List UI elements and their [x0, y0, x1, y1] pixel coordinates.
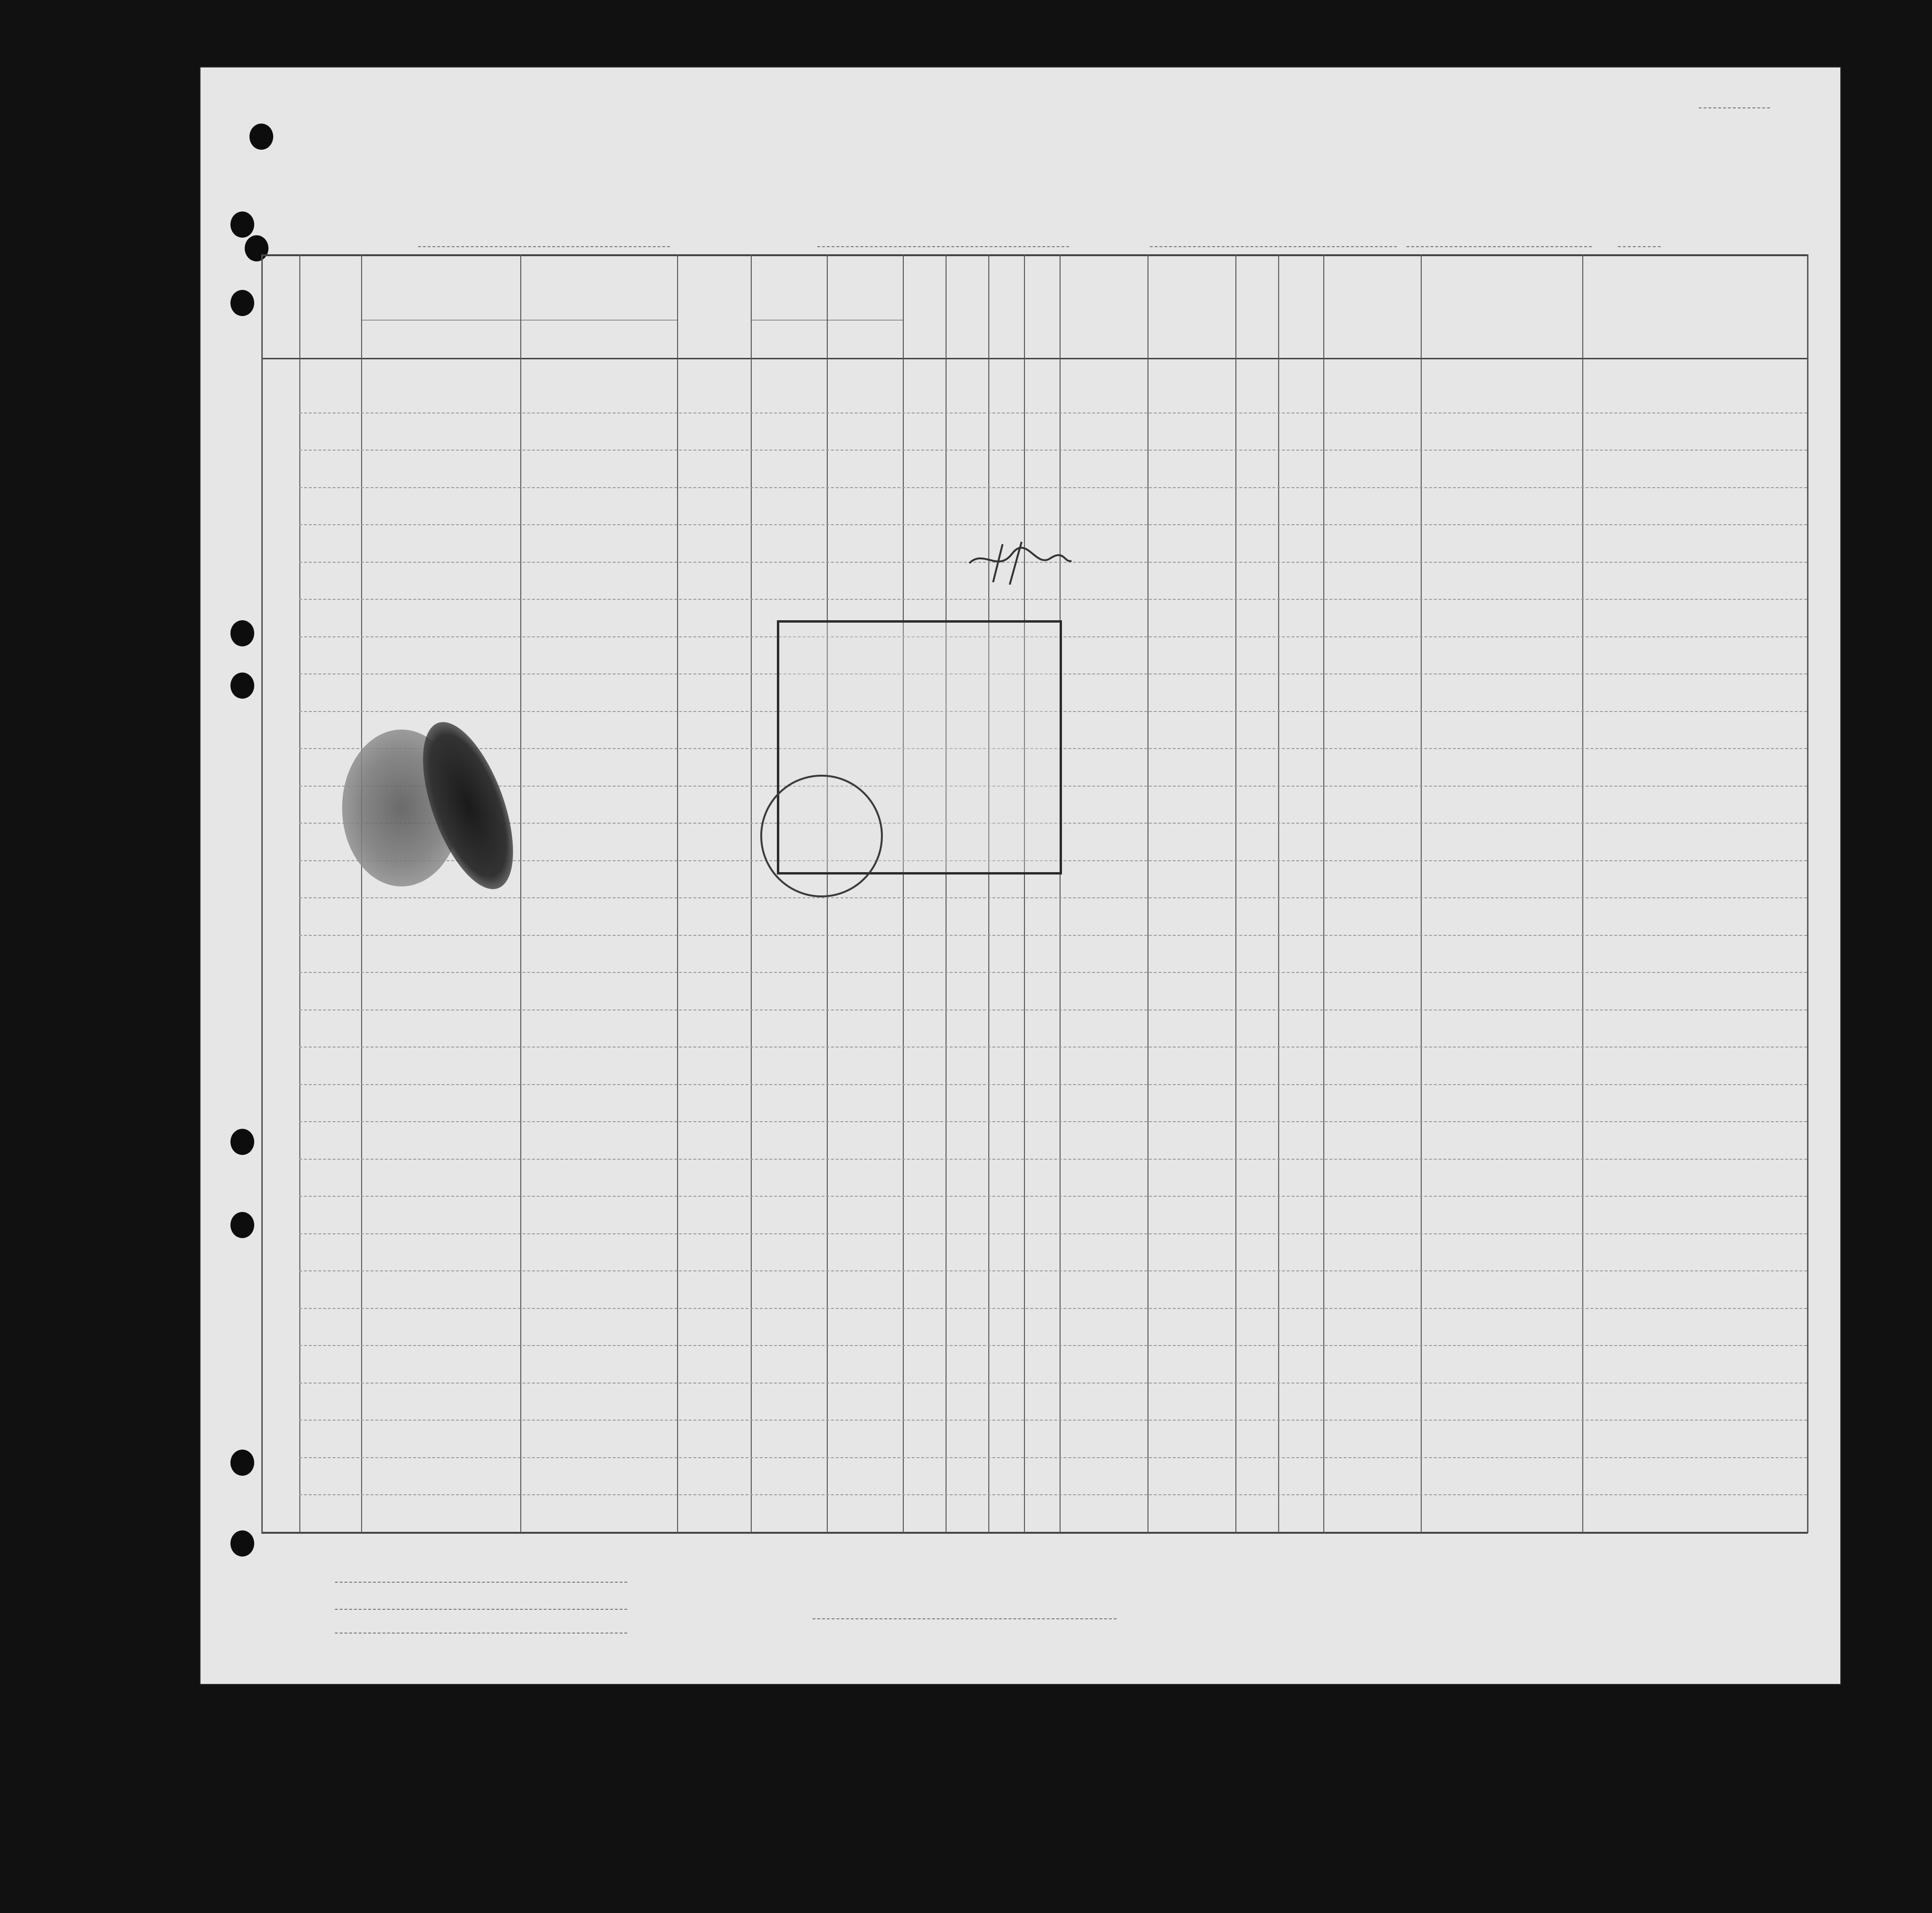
year-underline	[1618, 246, 1661, 247]
arriving-underline	[1150, 246, 1397, 247]
row-ruling	[299, 524, 1807, 525]
owners-underline	[335, 1609, 627, 1610]
table-right-border	[1807, 254, 1808, 1533]
row-ruling	[299, 1196, 1807, 1197]
row-ruling	[299, 1270, 1807, 1271]
row-ruling	[299, 897, 1807, 898]
column-divider	[751, 254, 752, 1533]
column-divider	[1024, 254, 1025, 1533]
column-divider	[988, 254, 989, 1533]
row-ruling	[299, 972, 1807, 973]
column-divider	[1235, 254, 1236, 1533]
row-ruling	[299, 1494, 1807, 1495]
column-divider	[946, 254, 947, 1533]
row-ruling	[299, 1308, 1807, 1309]
table-top-border	[261, 254, 1808, 256]
port-underline	[817, 246, 1069, 247]
subcolumn-divider	[827, 320, 828, 1533]
punch-hole	[230, 1530, 254, 1557]
vessel-underline	[418, 246, 670, 247]
row-ruling	[299, 1233, 1807, 1234]
row-ruling	[299, 1383, 1807, 1384]
punch-hole	[230, 673, 254, 699]
table-bottom-border	[261, 1532, 1808, 1534]
punch-hole	[230, 290, 254, 316]
punch-hole	[249, 124, 273, 150]
row-ruling	[299, 1084, 1807, 1085]
sheet-number	[1699, 99, 1770, 111]
crew-table	[261, 254, 1808, 1533]
column-divider	[361, 254, 362, 1533]
row-ruling	[299, 487, 1807, 488]
column-divider	[1060, 254, 1061, 1533]
line-underline	[335, 1582, 627, 1583]
column-divider	[1278, 254, 1279, 1533]
column-divider	[299, 254, 300, 1533]
inspector-underline	[813, 1618, 1117, 1619]
row-ruling	[299, 1009, 1807, 1010]
column-divider	[1323, 254, 1324, 1533]
consulate-seal	[760, 775, 883, 897]
row-ruling	[299, 1345, 1807, 1346]
column-divider	[1421, 254, 1422, 1533]
punch-hole	[230, 620, 254, 646]
row-ruling	[299, 599, 1807, 600]
row-ruling	[299, 1047, 1807, 1048]
punch-hole	[230, 211, 254, 238]
table-header-border	[261, 358, 1808, 359]
initials-signature	[965, 535, 1074, 587]
row-ruling	[299, 1121, 1807, 1122]
subcolumn-divider	[520, 320, 521, 1533]
column-divider	[677, 254, 678, 1533]
punch-hole	[230, 1129, 254, 1155]
punch-hole	[230, 1212, 254, 1238]
column-divider	[1582, 254, 1583, 1533]
column-divider	[903, 254, 904, 1533]
row-ruling	[299, 450, 1807, 451]
row-ruling	[299, 935, 1807, 936]
punch-hole	[230, 1450, 254, 1476]
manifest-page	[200, 67, 1841, 1685]
row-ruling	[299, 1420, 1807, 1421]
row-ruling	[299, 1159, 1807, 1160]
month-underline	[1406, 246, 1592, 247]
table-left-border	[261, 254, 263, 1533]
row-ruling	[299, 1457, 1807, 1458]
agents-underline	[335, 1633, 627, 1634]
